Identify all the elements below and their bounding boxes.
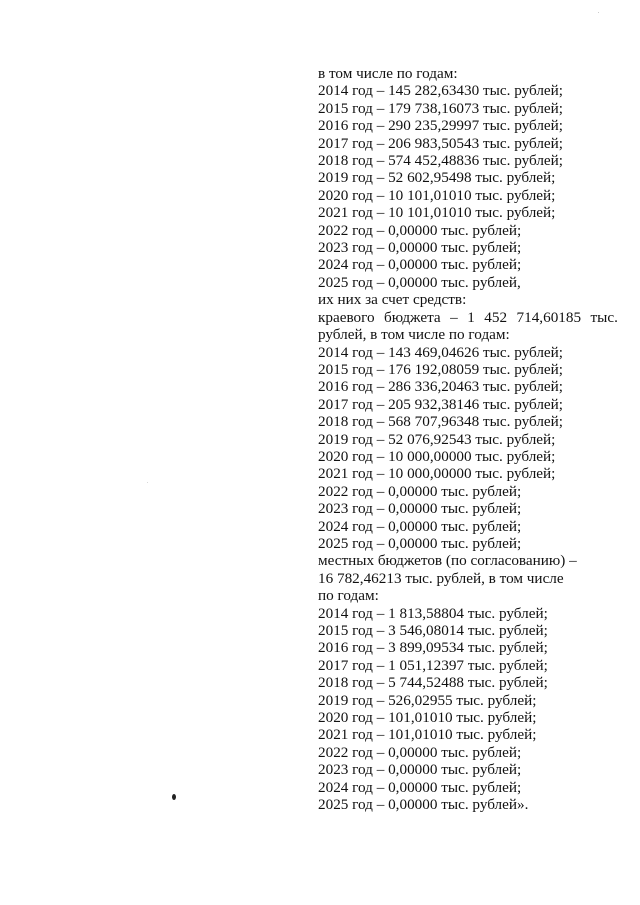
text-line: 2019 год – 52 602,95498 тыс. рублей; — [318, 169, 556, 187]
text-line: по годам: — [318, 587, 379, 605]
text-line: 2023 год – 0,00000 тыс. рублей; — [318, 239, 522, 257]
text-line: 2025 год – 0,00000 тыс. рублей, — [318, 273, 521, 291]
regional-year-line: 2019 год – 52 076,92543 тыс. рублей; — [318, 430, 556, 448]
regional-year-line: 2020 год – 10 000,00000 тыс. рублей; — [318, 447, 556, 465]
text-line: 2020 год – 10 101,01010 тыс. рублей; — [318, 186, 556, 204]
local-year-line: 2020 год – 101,01010 тыс. рублей; — [318, 709, 537, 727]
regional-budget-total-line — [318, 309, 618, 326]
local-year-line: 2019 год – 526,02955 тыс. рублей; — [318, 691, 537, 709]
local-year-line: 2014 год – 1 813,58804 тыс. рублей; — [318, 604, 548, 622]
local-year-line: 2017 год – 1 051,12397 тыс. рублей; — [318, 656, 548, 674]
local-year-line: 2016 год – 3 899,09534 тыс. рублей; — [318, 639, 548, 657]
regional-year-line: 2021 год – 10 000,00000 тыс. рублей; — [318, 465, 556, 483]
text-line: 2022 год – 0,00000 тыс. рублей; — [318, 221, 522, 239]
local-year-line: 2015 год – 3 546,08014 тыс. рублей; — [318, 622, 548, 639]
text-line: рублей, в том числе по годам: — [318, 326, 510, 344]
text-line: 16 782,46213 тыс. рублей, в том числе — [318, 569, 564, 587]
text-line: 2015 год – 179 738,16073 тыс. рублей; — [318, 99, 563, 117]
word: тыс. — [590, 308, 618, 326]
local-year-line: 2018 год – 5 744,52488 тыс. рублей; — [318, 674, 548, 692]
scan-speck — [598, 12, 599, 13]
regional-year-line: 2017 год – 205 932,38146 тыс. рублей; — [318, 395, 563, 413]
regional-year-line: 2016 год – 286 336,20463 тыс. рублей; — [318, 378, 563, 396]
word: – — [450, 308, 458, 326]
text-line: местных бюджетов (по согласованию) – — [318, 552, 577, 570]
text-line: в том числе по годам: — [318, 65, 458, 82]
word: краевого — [318, 308, 375, 326]
funding-text-block — [318, 65, 618, 813]
regional-year-line: 2014 год – 143 469,04626 тыс. рублей; — [318, 343, 563, 361]
scan-speck — [172, 794, 176, 800]
regional-year-line: 2023 год – 0,00000 тыс. рублей; — [318, 500, 522, 518]
regional-year-line: 2022 год – 0,00000 тыс. рублей; — [318, 482, 522, 500]
text-line: 2021 год – 10 101,01010 тыс. рублей; — [318, 204, 556, 222]
text-line: 2014 год – 145 282,63430 тыс. рублей; — [318, 82, 563, 100]
word: 1 — [467, 308, 475, 326]
text-line: 2024 год – 0,00000 тыс. рублей; — [318, 256, 522, 274]
local-year-line: 2021 год – 101,01010 тыс. рублей; — [318, 726, 537, 744]
regional-year-line: 2018 год – 568 707,96348 тыс. рублей; — [318, 413, 563, 431]
text-line: 2016 год – 290 235,29997 тыс. рублей; — [318, 117, 563, 135]
text-line: 2017 год – 206 983,50543 тыс. рублей; — [318, 134, 563, 152]
regional-year-line: 2024 год – 0,00000 тыс. рублей; — [318, 517, 522, 535]
word: 452 — [484, 308, 508, 326]
regional-year-line: 2025 год – 0,00000 тыс. рублей; — [318, 534, 522, 552]
local-year-line: 2022 год – 0,00000 тыс. рублей; — [318, 743, 522, 761]
regional-year-line: 2015 год – 176 192,08059 тыс. рублей; — [318, 360, 563, 378]
text-line: их них за счет средств: — [318, 291, 467, 309]
local-year-line: 2023 год – 0,00000 тыс. рублей; — [318, 761, 522, 779]
local-year-line: 2025 год – 0,00000 тыс. рублей». — [318, 796, 529, 814]
scan-speck — [147, 482, 148, 483]
text-line: 2018 год – 574 452,48836 тыс. рублей; — [318, 152, 563, 170]
word: 714,60185 — [516, 308, 582, 326]
word: бюджета — [384, 308, 441, 326]
local-year-line: 2024 год – 0,00000 тыс. рублей; — [318, 778, 522, 796]
